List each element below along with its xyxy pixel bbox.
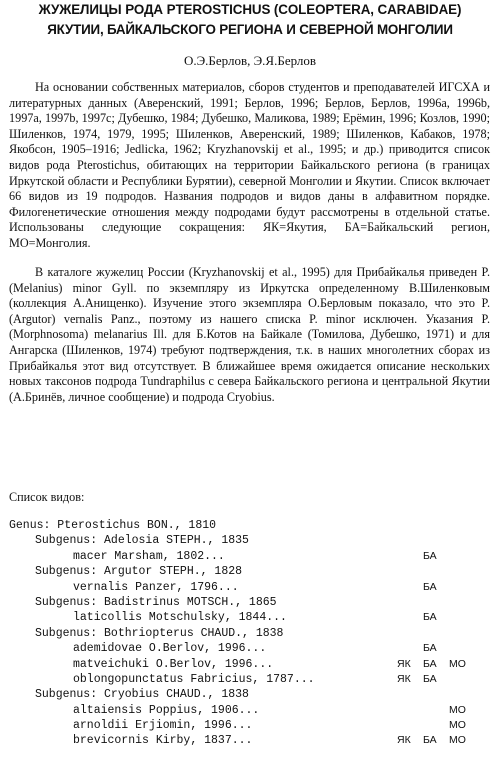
taxon-name: oblongopunctatus Fabricius, 1787... [73,672,315,686]
species-row [9,610,494,625]
distribution-baikal: БА [423,672,437,685]
taxon-name: ademidovae O.Berlov, 1996... [73,642,267,656]
distribution-yakutia: ЯК [397,657,411,670]
distribution-mongolia: МО [449,657,466,670]
distribution-baikal: БА [423,734,437,747]
species-row [9,580,494,595]
title-line-1: ЖУЖЕЛИЦЫ РОДА PTEROSTICHUS (COLEOPTERA, CARABIDAE) [38,2,462,17]
species-row [9,641,494,656]
taxon-name: macer Marsham, 1802... [73,549,225,563]
distribution-mongolia: МО [449,734,466,747]
distribution-baikal: БА [423,642,437,655]
taxon-name: brevicornis Kirby, 1837... [73,734,253,748]
species-row [9,718,494,733]
distribution-yakutia: ЯК [397,672,411,685]
subgenus-row [9,564,494,579]
taxon-name: laticollis Motschulsky, 1844... [73,611,287,625]
species-row [9,672,494,687]
taxon-name: altaiensis Poppius, 1906... [73,703,260,717]
taxon-name: Genus: Pterostichus BON., 1810 [9,519,217,532]
species-list [9,518,494,749]
distribution-mongolia: МО [449,719,466,732]
taxon-name: Subgenus: Adelosia STEPH., 1835 [35,534,249,548]
intro-paragraph [9,80,490,252]
taxon-name: matveichuki O.Berlov, 1996... [73,657,274,671]
genus-row [9,518,494,533]
authors: О.Э.Берлов, Э.Я.Берлов [183,53,317,68]
species-list-heading: Список видов: [9,490,85,504]
paragraph-text: В каталоге жужелиц России (Kryzhanovskij et al., 1995) для Прибайкалья приведен P.(Melanius) minor Gyll. по экземпляру из Иркутска определенному В.Шиленковым (коллекция А.Анищенко). Изучение этого экземпляра О.Берловым показало, что это P.(Argutor) vernalis Panz., поэтому из нашего списка P. minor исключен. Указания P.(Morphnosoma) melanarius Ill. для Б.Котов на Байкале (Томилова, Дубешко, 1971) и для Ангарска (Шиленков, 1974) требуют подтверждения, т.к. в наших многолетних сборах из Прибайкалья этот вид отсутствует. В ближайшее время ожидается описание нескольких новых таксонов подрода Tundraphilus с севера Байкальского региона и центральной Якутии (А.Бринёв, личное сообщение) и подрода Cryobius. [9,265,490,404]
taxon-name: Subgenus: Badistrinus MOTSCH., 1865 [35,595,277,609]
subgenus-row [9,533,494,548]
taxon-name: Subgenus: Bothriopterus CHAUD., 1838 [35,626,284,640]
taxon-name: Subgenus: Argutor STEPH., 1828 [35,565,243,579]
species-row [9,733,494,748]
subgenus-row [9,687,494,702]
title-line-2: ЯКУТИИ, БАЙКАЛЬСКОГО РЕГИОНА И СЕВЕРНОЙ МОНГОЛИИ [47,22,453,37]
distribution-mongolia: МО [449,703,466,716]
paragraph-text: На основании собственных материалов, сборов студентов и преподавателей ИГСХА и литературных данных (Аверенский, 1991; Берлов, 1996; Берлов, Берлов, 1996a, 1996b, 1997a, 1997b, 1997c; Дубешко, 1984; Дубешко, Маликова, 1989; Ерёмин, 1996; Козлов, 1990; Шиленков, 1974, 1979, 1995; Шиленков, Аверенский, 1989; Шиленков, Кабаков, 1978; Якобсон, 1905–1916; Jedlicka, 1962; Kryzhanovskij et al., 1995; и др.) приводится список видов рода Pterostichus, обитающих на территории Байкальского региона (в границах Иркутской области и Республики Бурятии), северной Монголии и Якутии. Список включает 66 видов из 19 подродов. Названия подродов и видов даны в алфавитном порядке. Филогенетические отношения между подродами будут рассмотрены в отдельной статье. Использованы следующие сокращения: ЯК=Якутия, БА=Байкальский регион, МО=Монголия. [9,80,490,250]
species-row [9,657,494,672]
subgenus-row [9,626,494,641]
catalog-note-paragraph [9,265,490,405]
distribution-baikal: БА [423,611,437,624]
distribution-baikal: БА [423,549,437,562]
taxon-name: Subgenus: Cryobius CHAUD., 1838 [35,688,249,702]
subgenus-row [9,595,494,610]
taxon-name: arnoldii Erjiomin, 1996... [73,719,253,733]
distribution-yakutia: ЯК [397,734,411,747]
distribution-baikal: БА [423,580,437,593]
distribution-baikal: БА [423,657,437,670]
species-row [9,549,494,564]
species-row [9,703,494,718]
taxon-name: vernalis Panzer, 1796... [73,580,239,594]
